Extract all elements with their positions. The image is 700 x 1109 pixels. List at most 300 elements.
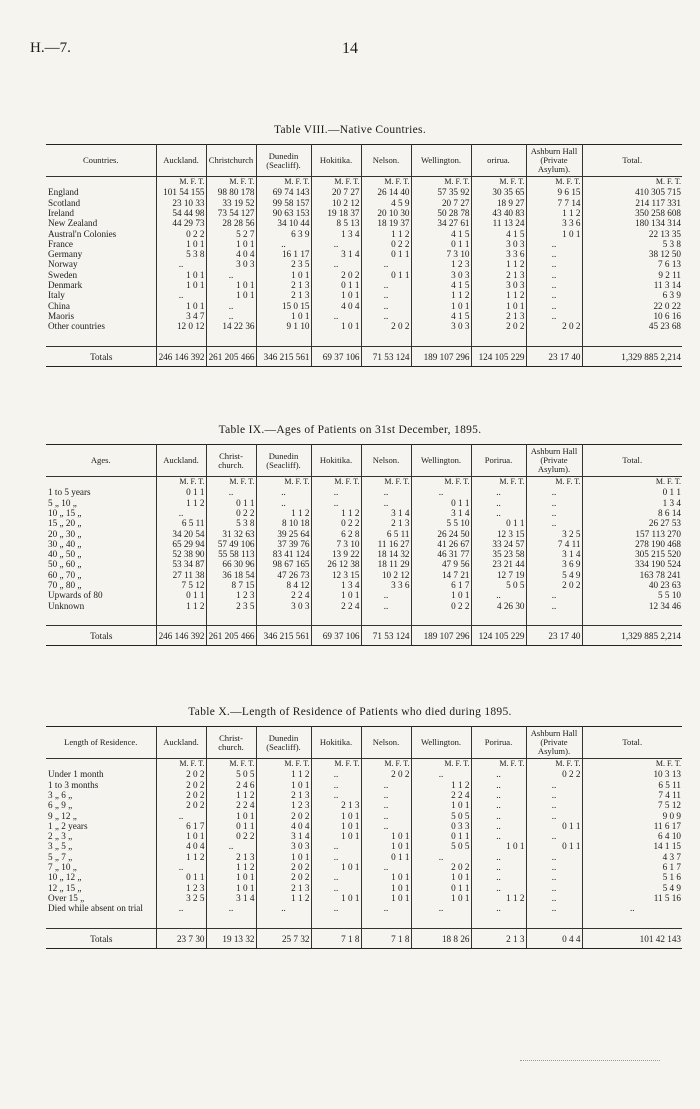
table-cell: 1 0 1 [361, 872, 411, 882]
table-row [46, 580, 682, 590]
table-cell: 7 3 10 [411, 249, 471, 259]
table-cell: .. [311, 872, 361, 882]
table-cell: 1 1 2 [206, 862, 256, 872]
table-cell: 5 4 9 [582, 883, 682, 893]
table-cell: .. [361, 862, 411, 872]
table-cell: 1 1 2 [156, 601, 206, 611]
table-cell: 40 23 63 [582, 580, 682, 590]
table-cell: 5 5 10 [582, 590, 682, 600]
table-cell: .. [361, 811, 411, 821]
table-cell: 47 26 73 [256, 570, 311, 580]
mft-subheader: M. F. T. [526, 177, 582, 188]
table-cell: 1 1 2 [156, 852, 206, 862]
table-cell: 34 20 54 [156, 529, 206, 539]
total-cell: 2 1 3 [471, 928, 526, 948]
table-cell: 6 1 7 [156, 821, 206, 831]
table-cell: 7 5 12 [582, 800, 682, 810]
row-label: 70 „ 80 „ [48, 580, 82, 591]
table-cell: .. [156, 862, 206, 872]
table-cell: 0 1 1 [206, 498, 256, 508]
table-cell: .. [311, 852, 361, 862]
column-header: Christ-church. [206, 445, 256, 477]
table-cell: 2 1 3 [311, 800, 361, 810]
table-cell: .. [311, 259, 361, 269]
table-cell: 305 215 520 [582, 549, 682, 559]
row-label: 12 „ 15 „ [48, 882, 82, 893]
table-cell: .. [206, 841, 256, 851]
row-label: Scotland [48, 197, 81, 208]
table-cell: .. [471, 872, 526, 882]
table-ix-caption: Table IX.—Ages of Patients on 31st December, 1895. [218, 424, 482, 436]
table-cell: 1 0 1 [411, 301, 471, 311]
table-cell: .. [471, 821, 526, 831]
mft-subheader: M. F. T. [361, 177, 411, 188]
table-cell: .. [361, 821, 411, 831]
row-label: 1 to 5 years [48, 487, 91, 498]
table-cell: 2 0 2 [361, 321, 411, 331]
table-cell: 10 3 13 [582, 769, 682, 779]
table-cell: 12 7 19 [471, 570, 526, 580]
table-cell: 5 2 7 [206, 229, 256, 239]
table-cell: 8 6 14 [582, 508, 682, 518]
table-cell: .. [526, 862, 582, 872]
table-cell: 1 1 2 [411, 290, 471, 300]
column-header: Total. [582, 145, 682, 177]
table-cell: .. [361, 487, 411, 497]
table-cell: 1 0 1 [361, 883, 411, 893]
table-cell: 33 24 57 [471, 539, 526, 549]
column-header: Total. [582, 445, 682, 477]
table-cell: 3 1 4 [411, 508, 471, 518]
table-cell: 20 7 27 [311, 187, 361, 197]
table-cell: 1 0 1 [311, 821, 361, 831]
total-cell: 189 107 296 [411, 625, 471, 645]
table-cell: 410 305 715 [582, 187, 682, 197]
table-cell: 4 0 4 [206, 249, 256, 259]
table-cell: 10 6 16 [582, 311, 682, 321]
row-label: 50 „ 60 „ [48, 559, 82, 570]
table-cell: .. [526, 883, 582, 893]
table-cell: 1 1 2 [156, 498, 206, 508]
table-cell: 9 2 11 [582, 270, 682, 280]
table-cell: 0 1 1 [361, 249, 411, 259]
totals-row [46, 928, 682, 948]
table-cell: 8 10 18 [256, 518, 311, 528]
table-cell: .. [256, 239, 311, 249]
table-cell: .. [361, 301, 411, 311]
row-label: Sweden [48, 269, 78, 280]
table-cell: 2 0 2 [256, 862, 311, 872]
table-cell: 5 0 5 [411, 841, 471, 851]
table-cell: 1 0 1 [361, 831, 411, 841]
table-cell: .. [206, 311, 256, 321]
table-cell: .. [256, 487, 311, 497]
table-cell: 34 27 61 [411, 218, 471, 228]
total-cell: 124 105 229 [471, 346, 526, 366]
page-number: 14 [342, 40, 358, 57]
table-cell: 0 1 1 [526, 841, 582, 851]
table-viii-caption: Table VIII.—Native Countries. [273, 124, 427, 136]
total-cell: 261 205 466 [206, 346, 256, 366]
table-cell: 2 1 3 [256, 883, 311, 893]
table-cell: 12 3 15 [471, 529, 526, 539]
table-cell: 44 29 73 [156, 218, 206, 228]
table-cell: 1 0 1 [206, 280, 256, 290]
column-header: Porirua. [471, 727, 526, 759]
row-label: Under 1 month [48, 769, 104, 780]
table-cell: 3 1 4 [311, 249, 361, 259]
table-cell: 0 1 1 [311, 280, 361, 290]
table-cell: 2 0 2 [361, 769, 411, 779]
mft-subheader: M. F. T. [411, 759, 471, 770]
table-cell: 1 1 2 [471, 259, 526, 269]
table-cell: 18 9 27 [471, 198, 526, 208]
row-label: England [48, 187, 79, 198]
totals-label: Totals [90, 630, 113, 641]
column-header: Nelson. [361, 727, 411, 759]
table-cell: 7 6 13 [582, 259, 682, 269]
table-cell: 55 58 113 [206, 549, 256, 559]
table-row [46, 800, 682, 810]
table-cell: 20 10 30 [361, 208, 411, 218]
table-cell: .. [526, 311, 582, 321]
mft-subheader: M. F. T. [411, 477, 471, 488]
table-cell: 36 18 54 [206, 570, 256, 580]
table-row [46, 549, 682, 559]
table-cell: 99 58 157 [256, 198, 311, 208]
total-cell: 23 17 40 [526, 346, 582, 366]
table-cell: .. [311, 769, 361, 779]
table-cell: 22 13 35 [582, 229, 682, 239]
footer-rule [520, 1060, 660, 1062]
table-row [46, 518, 682, 528]
column-header: Auckland. [156, 445, 206, 477]
total-cell: 1,329 885 2,214 [582, 346, 682, 366]
table-cell: 14 1 15 [582, 841, 682, 851]
table-cell: 66 30 96 [206, 559, 256, 569]
table-row [46, 311, 682, 321]
report-ref: H.—7. [30, 40, 71, 56]
table-cell: 1 0 1 [156, 270, 206, 280]
table-cell: 5 3 8 [582, 239, 682, 249]
table-cell: 2 3 5 [206, 601, 256, 611]
table-cell: .. [311, 487, 361, 497]
table-row [46, 208, 682, 218]
table-cell: .. [361, 259, 411, 269]
mft-subheader: M. F. T. [411, 177, 471, 188]
table-cell: 6 4 10 [582, 831, 682, 841]
table-cell: 1 0 1 [361, 893, 411, 903]
table-cell: 1 0 1 [311, 893, 361, 903]
table-cell: 3 2 5 [526, 529, 582, 539]
table-cell: .. [156, 811, 206, 821]
table-cell: 6 3 9 [582, 290, 682, 300]
table-cell: 9 6 15 [526, 187, 582, 197]
mft-subheader: M. F. T. [526, 759, 582, 770]
table-cell: 6 1 7 [411, 580, 471, 590]
table-row [46, 239, 682, 249]
table-cell: 57 35 92 [411, 187, 471, 197]
table-cell: 41 26 67 [411, 539, 471, 549]
table-cell: .. [361, 800, 411, 810]
row-label: Austral'n Colonies [48, 228, 117, 239]
table-cell: 2 1 3 [256, 290, 311, 300]
table-row [46, 301, 682, 311]
total-cell: 246 146 392 [156, 625, 206, 645]
column-header: orirua. [471, 145, 526, 177]
total-cell: 0 4 4 [526, 928, 582, 948]
table-row [46, 841, 682, 851]
table-cell: 1 3 4 [582, 498, 682, 508]
table-cell: 2 1 3 [256, 790, 311, 800]
table-cell: .. [311, 498, 361, 508]
table-cell: 0 1 1 [526, 821, 582, 831]
table-cell: 4 1 5 [411, 311, 471, 321]
table-cell: 1 1 2 [471, 893, 526, 903]
table-cell: .. [156, 259, 206, 269]
table-cell: 10 2 12 [311, 198, 361, 208]
table-cell: .. [471, 862, 526, 872]
table-cell: 157 113 270 [582, 529, 682, 539]
mft-subheader: M. F. T. [311, 759, 361, 770]
column-header: Length of Residence. [46, 727, 156, 759]
table-cell: .. [471, 590, 526, 600]
table-cell: 12 3 15 [311, 570, 361, 580]
table-row [46, 862, 682, 872]
table-cell: 57 49 106 [206, 539, 256, 549]
mft-subheader: M. F. T. [156, 477, 206, 488]
table-cell: .. [526, 811, 582, 821]
table-cell: .. [361, 311, 411, 321]
table-cell: 4 0 4 [156, 841, 206, 851]
mft-subheader: M. F. T. [361, 477, 411, 488]
table-cell: 0 1 1 [411, 831, 471, 841]
table-cell: 90 63 153 [256, 208, 311, 218]
column-header: Auckland. [156, 145, 206, 177]
table-cell: .. [361, 498, 411, 508]
table-cell: 1 0 1 [256, 852, 311, 862]
row-label: 5 „ 7 „ [48, 851, 73, 862]
table-cell: 2 0 2 [471, 321, 526, 331]
table-cell: .. [156, 903, 206, 913]
table-cell: 18 11 29 [361, 559, 411, 569]
table-cell: 6 3 9 [256, 229, 311, 239]
table-cell: 3 0 3 [471, 280, 526, 290]
table-cell: .. [526, 239, 582, 249]
table-cell: 1 0 1 [411, 590, 471, 600]
table-cell: .. [471, 487, 526, 497]
table-cell: 43 40 83 [471, 208, 526, 218]
table-cell: .. [526, 800, 582, 810]
table-row [46, 290, 682, 300]
table-cell: .. [471, 831, 526, 841]
table-cell: 54 44 98 [156, 208, 206, 218]
table-cell: 53 34 87 [156, 559, 206, 569]
table-cell: 22 0 22 [582, 301, 682, 311]
table-cell: 26 27 53 [582, 518, 682, 528]
table-cell: 6 1 7 [582, 862, 682, 872]
table-cell: 3 4 7 [156, 311, 206, 321]
table-row [46, 539, 682, 549]
row-label: 5 „ 10 „ [48, 497, 77, 508]
row-label: 20 „ 30 „ [48, 528, 82, 539]
table-row [46, 811, 682, 821]
table-cell: 2 0 2 [156, 790, 206, 800]
table-cell: 13 9 22 [311, 549, 361, 559]
table-cell: 50 28 78 [411, 208, 471, 218]
table-cell: .. [411, 769, 471, 779]
table-cell: 0 1 1 [411, 883, 471, 893]
table-cell: 0 2 2 [311, 518, 361, 528]
table-cell: 8 4 12 [256, 580, 311, 590]
row-label: 40 „ 50 „ [48, 549, 82, 560]
table-row [46, 498, 682, 508]
table-row [46, 601, 682, 611]
table-row [46, 883, 682, 893]
row-label: 10 „ 12 „ [48, 872, 82, 883]
row-label: 15 „ 20 „ [48, 518, 82, 529]
table-cell: 0 1 1 [582, 487, 682, 497]
table-cell: .. [582, 903, 682, 913]
table-cell: 214 117 331 [582, 198, 682, 208]
column-header: Hokitika. [311, 145, 361, 177]
table-row [46, 218, 682, 228]
mft-subheader: M. F. T. [471, 759, 526, 770]
total-cell: 7 1 8 [311, 928, 361, 948]
mft-subheader: M. F. T. [582, 177, 682, 188]
table-cell: 7 4 11 [526, 539, 582, 549]
column-header: Hokitika. [311, 727, 361, 759]
table-cell: 23 10 33 [156, 198, 206, 208]
table-cell: 26 12 38 [311, 559, 361, 569]
table-row [46, 529, 682, 539]
table-cell: .. [361, 290, 411, 300]
table-cell: 1 0 1 [256, 270, 311, 280]
table-cell: .. [471, 903, 526, 913]
table-cell: 2 2 4 [256, 590, 311, 600]
table-cell: 35 23 58 [471, 549, 526, 559]
table-cell: 3 2 5 [156, 893, 206, 903]
table-cell: 2 0 2 [156, 780, 206, 790]
table-cell: 98 80 178 [206, 187, 256, 197]
table-cell: 1 0 1 [311, 831, 361, 841]
table-cell: .. [471, 508, 526, 518]
table-cell: 14 7 21 [411, 570, 471, 580]
total-cell: 189 107 296 [411, 346, 471, 366]
table-cell: 8 5 13 [311, 218, 361, 228]
table-cell: 1 0 1 [206, 883, 256, 893]
table-cell: .. [311, 883, 361, 893]
row-label: 3 „ 5 „ [48, 841, 73, 852]
total-cell: 71 53 124 [361, 346, 411, 366]
table-cell: 1 1 2 [361, 229, 411, 239]
table-row [46, 821, 682, 831]
table-row [46, 487, 682, 497]
table-cell: 83 41 124 [256, 549, 311, 559]
table-cell: .. [256, 498, 311, 508]
table-cell: .. [526, 280, 582, 290]
table-cell: 0 1 1 [411, 239, 471, 249]
table-cell: 0 1 1 [156, 487, 206, 497]
table-cell: .. [361, 790, 411, 800]
table-cell: 278 190 468 [582, 539, 682, 549]
table-cell: 11 6 17 [582, 821, 682, 831]
table-cell: 37 39 76 [256, 539, 311, 549]
table-row [46, 280, 682, 290]
table-cell: 1 0 1 [311, 811, 361, 821]
table-cell: 1 2 3 [256, 800, 311, 810]
row-label: 1 to 3 months [48, 779, 99, 790]
table-row [46, 249, 682, 259]
table-row [46, 790, 682, 800]
table-cell: .. [361, 903, 411, 913]
table-cell: 3 3 6 [526, 218, 582, 228]
table-cell: 5 1 6 [582, 872, 682, 882]
table-cell: 28 28 56 [206, 218, 256, 228]
table-cell: 2 0 2 [156, 800, 206, 810]
table-cell: 3 6 9 [526, 559, 582, 569]
table-cell: 65 29 94 [156, 539, 206, 549]
table-cell: 1 0 1 [411, 800, 471, 810]
total-cell: 18 8 26 [411, 928, 471, 948]
row-label: France [48, 238, 73, 249]
table-cell: 1 0 1 [256, 311, 311, 321]
table-cell: 1 1 2 [526, 208, 582, 218]
table-row [46, 780, 682, 790]
table-cell: .. [311, 790, 361, 800]
table-row [46, 559, 682, 569]
table-cell: .. [526, 790, 582, 800]
table-cell: 52 38 90 [156, 549, 206, 559]
table-cell: .. [206, 903, 256, 913]
table-cell: 5 0 5 [471, 580, 526, 590]
table-cell: 3 0 3 [411, 321, 471, 331]
table-cell: 4 1 5 [411, 280, 471, 290]
table-cell: 2 1 3 [256, 280, 311, 290]
table-cell: 4 3 7 [582, 852, 682, 862]
table-cell: 1 0 1 [471, 301, 526, 311]
table-cell: 1 0 1 [311, 290, 361, 300]
table-cell: 1 0 1 [206, 290, 256, 300]
table-cell: 0 2 2 [206, 508, 256, 518]
row-label: 60 „ 70 „ [48, 569, 82, 580]
table-cell: 5 0 5 [206, 769, 256, 779]
table-cell: 0 1 1 [206, 821, 256, 831]
mft-subheader: M. F. T. [311, 177, 361, 188]
column-header: Ashburn Hall (Private Asylum). [526, 727, 582, 759]
table-cell: 1 3 4 [311, 229, 361, 239]
total-cell: 1,329 885 2,214 [582, 625, 682, 645]
table-cell: .. [526, 498, 582, 508]
table-cell: 163 78 241 [582, 570, 682, 580]
totals-label: Totals [90, 933, 113, 944]
table-ix-ages [46, 444, 682, 646]
table-cell: 5 5 10 [411, 518, 471, 528]
table-cell: 1 0 1 [256, 780, 311, 790]
column-header: Total. [582, 727, 682, 759]
table-cell: .. [526, 301, 582, 311]
table-cell: .. [206, 301, 256, 311]
table-cell: 0 2 2 [156, 229, 206, 239]
table-cell: 334 190 524 [582, 559, 682, 569]
table-cell: 2 0 2 [311, 270, 361, 280]
table-cell: .. [156, 290, 206, 300]
total-cell: 23 17 40 [526, 625, 582, 645]
table-cell: .. [311, 903, 361, 913]
table-cell: .. [471, 780, 526, 790]
row-label: 6 „ 9 „ [48, 800, 73, 811]
table-cell: 2 2 4 [311, 601, 361, 611]
